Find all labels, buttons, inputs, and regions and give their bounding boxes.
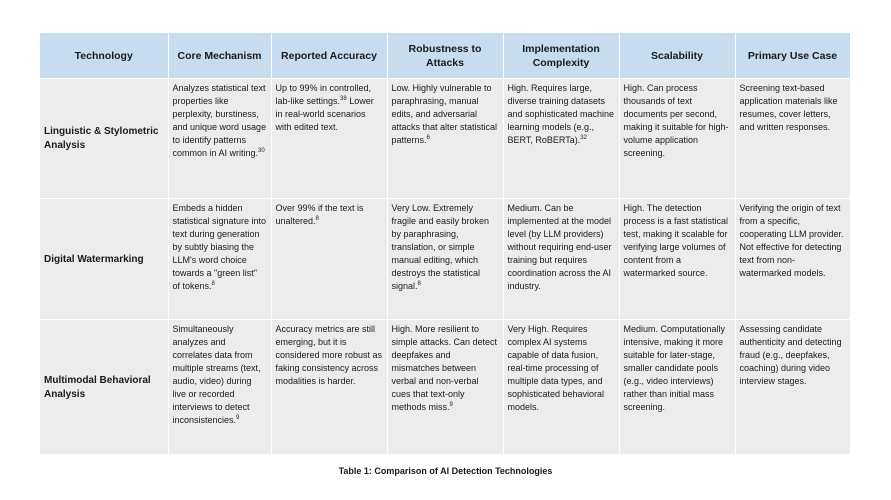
cell-technology (40, 320, 168, 455)
table-caption: Table 1: Comparison of AI Detection Technologies (338, 466, 553, 476)
core-mechanism-text: Analyzes statistical text properties like perplexity, burstiness, and unique word usage to identify patterns common in AI writing. (172, 83, 267, 158)
use-case-text: Assessing candidate authenticity and detecting fraud (e.g., deepfakes, coaching) during video interview stages. (739, 324, 842, 386)
cell-robustness (387, 79, 503, 199)
core-mechanism-text: Embeds a hidden statistical signature into text during generation by subtly biasing the LLM's word choice towards a "green list" of tokens. (172, 203, 267, 291)
core-mechanism-text: Simultaneously analyzes and correlates data from multiple streams (text, audio, video) during live or recorded interviews to detect inconsistencies. (172, 324, 261, 425)
header-implementation-complexity: Implementation Complexity (503, 33, 619, 79)
technology-name: Digital Watermarking (44, 253, 144, 265)
header-reported-accuracy: Reported Accuracy (271, 33, 387, 79)
comparison-table-container (40, 33, 850, 454)
cell-use-case (735, 79, 850, 199)
cell-scalability (619, 320, 735, 455)
cell-use-case (735, 320, 850, 455)
scalability-text: High. Can process thousands of text documents per second, making it suitable for high-volume application screening. (623, 83, 729, 158)
cell-complexity (503, 320, 619, 455)
table-header-row (40, 33, 850, 79)
cell-reported-accuracy (271, 320, 387, 455)
cell-robustness (387, 199, 503, 320)
citation: 8 (417, 281, 421, 287)
header-technology: Technology (40, 33, 168, 79)
cell-core-mechanism (168, 199, 271, 320)
citation: 38 (340, 96, 347, 102)
reported-accuracy-text: Up to 99% in controlled, lab-like settings. (275, 83, 372, 106)
robustness-text: High. More resilient to simple attacks. Can detect deepfakes and mismatches between verbal and non-verbal cues that text-only methods miss. (391, 324, 498, 412)
header-robustness: Robustness to Attacks (387, 33, 503, 79)
citation: 8 (315, 216, 319, 222)
cell-reported-accuracy (271, 79, 387, 199)
citation: 30 (258, 148, 265, 154)
complexity-text: High. Requires large, diverse training datasets and sophisticated machine learning models (e.g., BERT, RoBERTa). (507, 83, 615, 145)
reported-accuracy-text: Over 99% if the text is unaltered. (275, 203, 364, 226)
header-primary-use-case: Primary Use Case (735, 33, 850, 79)
reported-accuracy-text: Accuracy metrics are still emerging, but it is considered more robust as faking consistency across modalities is harder. (275, 324, 383, 386)
technology-name: Linguistic & Stylometric Analysis (44, 126, 159, 151)
complexity-text: Very High. Requires complex AI systems capable of data fusion, real-time processing of multiple data types, and sophisticated behavioral models. (507, 324, 605, 412)
cell-complexity (503, 79, 619, 199)
robustness-text: Very Low. Extremely fragile and easily broken by paraphrasing, translation, or simple manual editing, which destroys the statistical signal. (391, 203, 490, 291)
comparison-table (40, 33, 851, 454)
use-case-text: Screening text-based application materials like resumes, cover letters, and written responses. (739, 83, 838, 132)
cell-core-mechanism (168, 320, 271, 455)
cell-use-case (735, 199, 850, 320)
cell-robustness (387, 320, 503, 455)
table-row (40, 199, 850, 320)
robustness-text: Low. Highly vulnerable to paraphrasing, manual edits, and adversarial attacks that alter statistical patterns. (391, 83, 498, 145)
cell-technology (40, 199, 168, 320)
complexity-text: Medium. Can be implemented at the model level (by LLM providers) without requiring end-user training but requires coordination across the AI industry. (507, 203, 612, 291)
header-core-mechanism: Core Mechanism (168, 33, 271, 79)
scalability-text: Medium. Computationally intensive, making it more suitable for later-stage, smaller candidate pools (e.g., video interviews) rather than initial mass screening. (623, 324, 726, 412)
cell-scalability (619, 199, 735, 320)
use-case-text: Verifying the origin of text from a specific, cooperating LLM provider. Not effective for detecting text from non-watermarked models. (739, 203, 844, 278)
citation: 6 (426, 135, 430, 141)
table-row (40, 79, 850, 199)
table-row (40, 320, 850, 455)
citation: 8 (211, 281, 215, 287)
cell-reported-accuracy (271, 199, 387, 320)
cell-scalability (619, 79, 735, 199)
scalability-text: High. The detection process is a fast statistical test, making it scalable for verifying large volumes of content from a watermarked source. (623, 203, 729, 278)
cell-core-mechanism (168, 79, 271, 199)
citation: 32 (580, 135, 587, 141)
technology-name: Multimodal Behavioral Analysis (44, 374, 151, 400)
header-scalability: Scalability (619, 33, 735, 79)
cell-technology (40, 79, 168, 199)
reported-accuracy-extra: Lower in real-world scenarios with edited text. (275, 96, 374, 132)
cell-complexity (503, 199, 619, 320)
citation: 9 (449, 402, 453, 408)
citation: 9 (236, 415, 240, 421)
